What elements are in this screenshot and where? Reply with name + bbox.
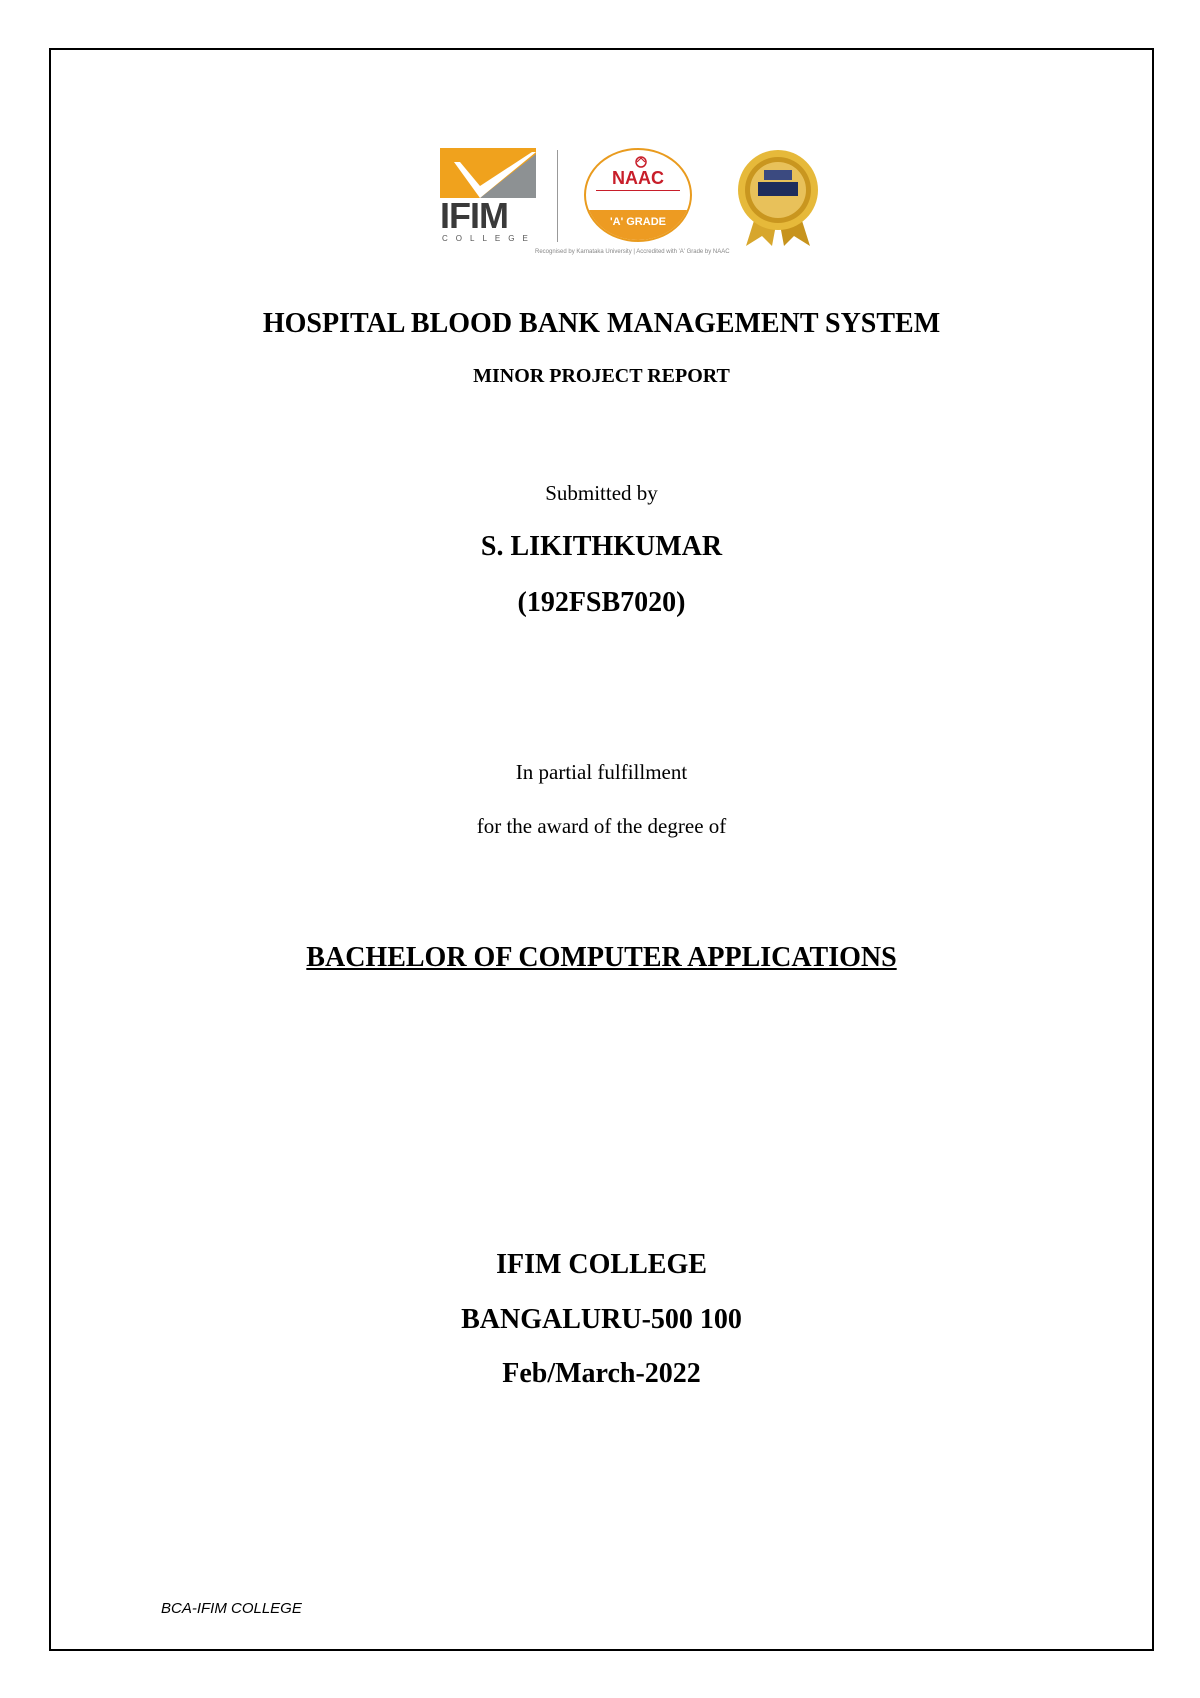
degree-name: BACHELOR OF COMPUTER APPLICATIONS	[306, 942, 897, 973]
naac-fine-print	[596, 190, 680, 205]
award-medal-icon	[730, 148, 826, 248]
fulfillment-line-1: In partial fulfillment	[515, 760, 688, 784]
fulfillment-line-2: for the award of the degree of	[476, 814, 727, 838]
ifim-logo-text: IFIM	[440, 195, 508, 236]
logo-divider	[557, 150, 558, 242]
ifim-checkmark-icon	[440, 148, 536, 198]
logo-row	[440, 148, 840, 263]
student-name: S. LIKITHKUMAR	[480, 531, 723, 562]
college-city: BANGALURU-500 100	[461, 1304, 742, 1335]
ifim-logo	[440, 148, 540, 244]
page-footer: BCA-IFIM COLLEGE	[161, 1600, 302, 1617]
submitted-by-label: Submitted by	[545, 481, 658, 505]
student-id: (192FSB7020)	[517, 587, 686, 618]
ifim-logo-subtext: COLLEGE	[442, 234, 536, 243]
report-title: HOSPITAL BLOOD BANK MANAGEMENT SYSTEM	[262, 308, 941, 339]
report-subtitle: MINOR PROJECT REPORT	[473, 365, 730, 387]
submission-date: Feb/March-2022	[502, 1358, 701, 1389]
college-name: IFIM COLLEGE	[496, 1249, 707, 1280]
naac-logo-text: NAAC	[612, 168, 664, 188]
naac-badge	[584, 148, 692, 242]
naac-grade-band: 'A' GRADE	[586, 210, 690, 240]
logo-tagline: Recognised by Karnataka University | Accredited with 'A' Grade by NAAC	[535, 249, 730, 255]
naac-emblem-icon	[634, 156, 648, 168]
page-border	[49, 48, 1154, 1651]
naac-logo	[580, 148, 696, 244]
